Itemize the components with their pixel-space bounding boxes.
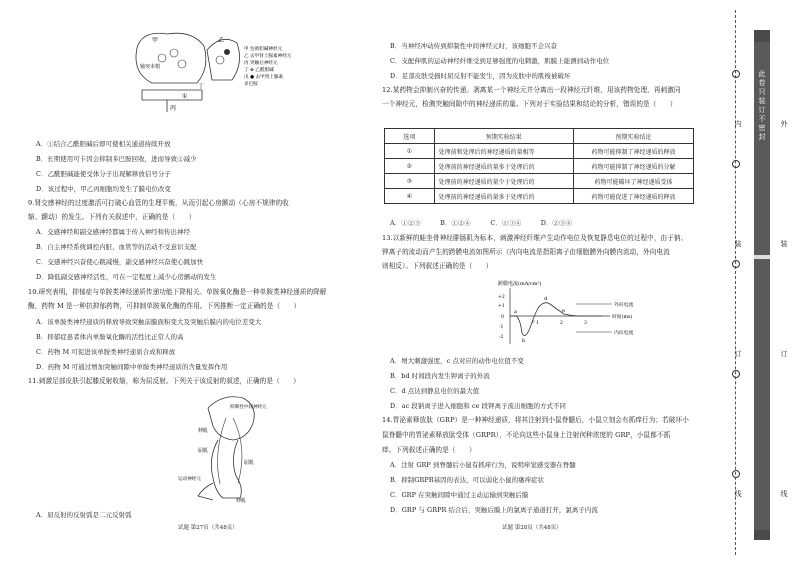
fig1-label-1: ① (182, 93, 188, 100)
outer-char: 订 (780, 350, 788, 358)
table-header-row (385, 129, 694, 144)
table-cell: 处理前的神经递质的量多于处理后的 (434, 189, 573, 204)
binding-hole (732, 260, 740, 268)
binding-hole (732, 70, 740, 78)
fig2-label-motor: 运动神经元 (178, 477, 201, 482)
table-cell: ② (385, 159, 435, 174)
q14-stem-1: 14.胃泌素释放肽（GRP）是一种神经递质，将其注射到小鼠脊髓后，小鼠立刻会有抓痒行为；若破坏小 (382, 416, 689, 424)
fig1-label-axon: 轴突末梢 (140, 64, 161, 70)
q14-stem-3: 痒。下列叙述正确的是（ ） (382, 446, 476, 454)
warning-char: 装 (758, 97, 766, 105)
fig1-label-bing: 丙 (170, 105, 177, 112)
q10-option-a: A．该单胺类神经递质的释放导致突触前膜面积变大及突触后膜内的电位差变大 (36, 318, 262, 326)
sealing-bar (754, 30, 770, 540)
table-cell: 处理前和处理后的神经递质的量相等 (434, 144, 573, 159)
fig3-xtick: 1 (536, 321, 539, 326)
q9-option-b: B．自主神经系统调控内脏、血管等的活动不受意识支配 (36, 243, 197, 251)
fig3-ytick: 0 (501, 315, 504, 320)
q14-option-c: C．GRP 在突触间隙中通过主动运输到突触后膜 (390, 491, 529, 499)
bar-cap-top (754, 30, 770, 42)
q10-option-c: C．药物 M 可促进该单胺类神经递质合成和释放 (36, 348, 176, 356)
q14-option-b: B．抑制GRPR基因的表达，可以弱化小鼠的瘙痒症状 (390, 476, 545, 484)
table-cell: 药物可能促进了神经递质的释放 (573, 189, 693, 204)
fig1-label-jia: 甲 (152, 37, 159, 44)
table-row (385, 174, 694, 189)
inner-char: 订 (734, 350, 742, 358)
q8-option-c: C．乙酰胆碱能使受体分子出现解释放信号分子 (36, 170, 171, 178)
table-row (385, 159, 694, 174)
q13-stem-2: 钾离子的流动而产生的跨膜电流如图所示（内向电流是指阳离子由细胞膜外向膜内流动，外向电流 (382, 248, 670, 256)
bar-mark (754, 255, 770, 259)
table-row (385, 144, 694, 159)
inner-char: 装 (734, 240, 742, 248)
q13-option-c: C．d 点达到静息电位的最大值 (390, 387, 480, 395)
table-header: 选项 (385, 129, 435, 144)
table-cell: ④ (385, 189, 435, 204)
q13-option-d: D．ac 段钠离子进入细胞和 ce 段钾离子流出细胞的方式不同 (390, 402, 567, 410)
fig1-label-yi: 乙 (218, 37, 225, 44)
q11-option-b: B．当神经冲动传到抑制性中间神经元时，该细胞不会兴奋 (390, 42, 558, 50)
q14-stem-2: 鼠脊髓中的胃泌素释放肽受体（GRPR），不论向这些小鼠身上注射何种浓度的 GRP，小鼠都不抓 (382, 431, 671, 439)
table-cell: ① (385, 144, 435, 159)
fig3-ytick: -2 (499, 335, 504, 340)
q8-option-a: A．①结合乙酰胆碱后即可使相关通道持续开放 (36, 140, 171, 148)
q10-stem-2: 酶，药物 M 是一种抗抑郁药物，可抑制单胺氧化酶的作用。下列推断一定正确的是（ ） (28, 302, 301, 310)
outer-char: 线 (780, 490, 788, 498)
fig3-xtick: 2 (560, 321, 563, 326)
fig1-legend-4: 戊 ● 去甲肾上腺素 (244, 75, 284, 80)
warning-char: 密 (758, 124, 766, 132)
fig3-point-e: e (562, 308, 565, 314)
right-footer: 试题 第28页（共48页） (502, 525, 562, 531)
synapse-figure (112, 28, 302, 114)
outer-char: 外 (780, 120, 788, 128)
fig2-label-inhib: 抑制性中间神经元 (230, 405, 267, 410)
table-header: 预期实验结论 (573, 129, 693, 144)
bar-cap-bottom (754, 530, 770, 540)
current-figure (492, 278, 662, 350)
q9-stem-2: 缩、颤动）的发生。下列有关叙述中，正确的是（ ） (28, 213, 196, 221)
table-cell: 药物可能破坏了神经递质受体 (573, 174, 693, 189)
q9-option-d: D．降低副交感神经活性，可在一定程度上减少心房颤动的发生 (36, 273, 217, 281)
q10-option-d: D．药物 M 可通过增加突触间隙中单胺类神经递质的含量发挥作用 (36, 363, 228, 371)
fig3-ylabel: 跨膜电流(mA/cm²) (498, 281, 542, 287)
inner-char: 内 (734, 120, 742, 128)
binding-hole (732, 470, 740, 478)
fig2-label-flexor: 屈肌 (198, 448, 209, 454)
inner-char: 线 (734, 490, 742, 498)
fig1-legend-5: 多巴胺 (244, 82, 258, 87)
fig1-label-ding: 丁 (198, 83, 205, 90)
q9-option-a: A．交感神经和副交感神经都属于传入神经和传出神经 (36, 228, 190, 236)
q8-option-d: D．该过程中，甲乙丙细胞均发生了膜电位改变 (36, 185, 172, 193)
fig1-legend-3: 丁 ⊗ 乙酰胆碱 (244, 68, 274, 73)
left-footer: 试题 第27页（共48页） (178, 525, 238, 531)
fig1-legend-2: 丙 突触后神经元 (244, 61, 278, 66)
fig2-label-extensor: 伸肌 (198, 428, 209, 434)
fig3-outward-label: 外向电流 (614, 303, 634, 308)
table-cell: ③ (385, 174, 435, 189)
warning-char: 此 (758, 70, 766, 78)
binding-hole (732, 160, 740, 168)
table-header: 预期实验结果 (434, 129, 573, 144)
warning-char: 不 (758, 115, 766, 123)
q11-option-a: A．屈反射的反射弧是二元反射弧 (36, 511, 132, 519)
fig1-legend-0: 甲 包被胆碱神经元 (244, 47, 283, 52)
fig3-inward-label: 内向电流 (614, 331, 634, 336)
q9-option-c: C．交感神经兴奋使心跳减慢，副交感神经兴奋使心跳加快 (36, 258, 204, 266)
q13-option-a: A．增大刺激强度，c 点对应的动作电位值不变 (390, 357, 524, 365)
table-cell: 药物可能抑制了神经递质的释放 (573, 144, 693, 159)
q13-option-b: B．bd 时间段内发生钾离子的外流 (390, 372, 490, 380)
q11-option-c: C．支配伸肌的运动神经纤维受到足够强度的电刺激，肌膜上能测到动作电位 (390, 57, 610, 65)
fig3-ytick: +1 (498, 304, 505, 309)
table-row (385, 189, 694, 204)
table-cell: 处理前的神经递质的量少于处理后的 (434, 174, 573, 189)
fig3-point-a: a (514, 309, 517, 315)
q10-stem-1: 10.研究表明，抑郁症与单胺类神经递质传递功能下降相关。单胺氧化酶是一种单胺类神经递质的降解 (28, 288, 327, 296)
sealing-warning (754, 70, 770, 142)
outer-char: 装 (780, 240, 788, 248)
warning-char: 订 (758, 106, 766, 114)
fig3-point-c: c (532, 319, 535, 325)
warning-char: 卷 (758, 79, 766, 87)
q12-stem-1: 12.某药物会抑制兴奋的传递。剥离某一个神经元并分离出一段神经元纤维，用该药物处理，再刺激同 (382, 86, 681, 94)
table-cell: 处理前的神经递质的量多于处理后的 (434, 159, 573, 174)
fig3-current-curve (510, 303, 602, 336)
table-cell: 药物可能抑制了神经递质的分解 (573, 159, 693, 174)
fig2-label-extensor-2: 伸肌 (236, 498, 247, 504)
fig3-ytick: -1 (499, 325, 504, 330)
fig3-point-d: d (544, 296, 548, 302)
q9-stem-1: 9.肾交感神经的过度激活可打破心血管的生理平衡，从而引起心房颤动（心房不规律的收 (28, 199, 289, 207)
q14-option-a: A．注射 GRP 到脊髓后小鼠有抓痒行为，说明痒觉感受器在脊髓 (390, 461, 576, 469)
fig1-legend-1: 乙 去甲肾上腺素神经元 (244, 54, 292, 59)
q8-option-b: B．长期使用可卡因会抑制多巴胺回收，进而导致②减少 (36, 155, 197, 163)
q10-option-b: B．抑郁症患者体内单胺氧化酶的活性比正常人的高 (36, 333, 184, 341)
reflex-arc-figure (178, 388, 288, 506)
q14-option-d: D．GRP 与 GRPR 结合后，突触后膜上的氯离子通道打开，氯离子内流 (390, 506, 598, 514)
fig3-ytick: +2 (498, 295, 505, 300)
warning-char: 封 (758, 133, 766, 141)
q11-option-d: D．足部皮肤受损时屈反射不能发生，因为皮肤中的肌梭被破坏 (390, 72, 571, 80)
q12-options: A．①②③ B．①②④ C．①③④ D．②③④ (390, 219, 572, 227)
fig3-xlabel: 时间(ms) (612, 315, 633, 320)
fig3-point-b: b (522, 338, 526, 344)
q13-stem-1: 13.以新鲜的蛙坐骨神经腓肠肌为标本，刺激神经纤维产生动作电位及恢复静息电位的过程中，由于钠、 (382, 234, 688, 242)
q11-stem: 11.刺激足部皮肤引起膝反射收缩，称为屈反射。下列关于该反射的叙述，正确的是（ ） (28, 377, 300, 385)
binding-hole (732, 370, 740, 378)
q12-stem-2: 一个神经元，检测突触间隙中的神经递质的量。下列对于实验结果和结论的分析，错误的是（ ） (382, 100, 677, 108)
q13-stem-3: 则相反）。下列叙述正确的是（ ） (382, 262, 493, 270)
q12-table (384, 128, 694, 204)
warning-char: 只 (758, 88, 766, 96)
fig3-xtick: 3 (584, 321, 587, 326)
fig2-label-flexor-2: 屈肌 (244, 460, 255, 466)
